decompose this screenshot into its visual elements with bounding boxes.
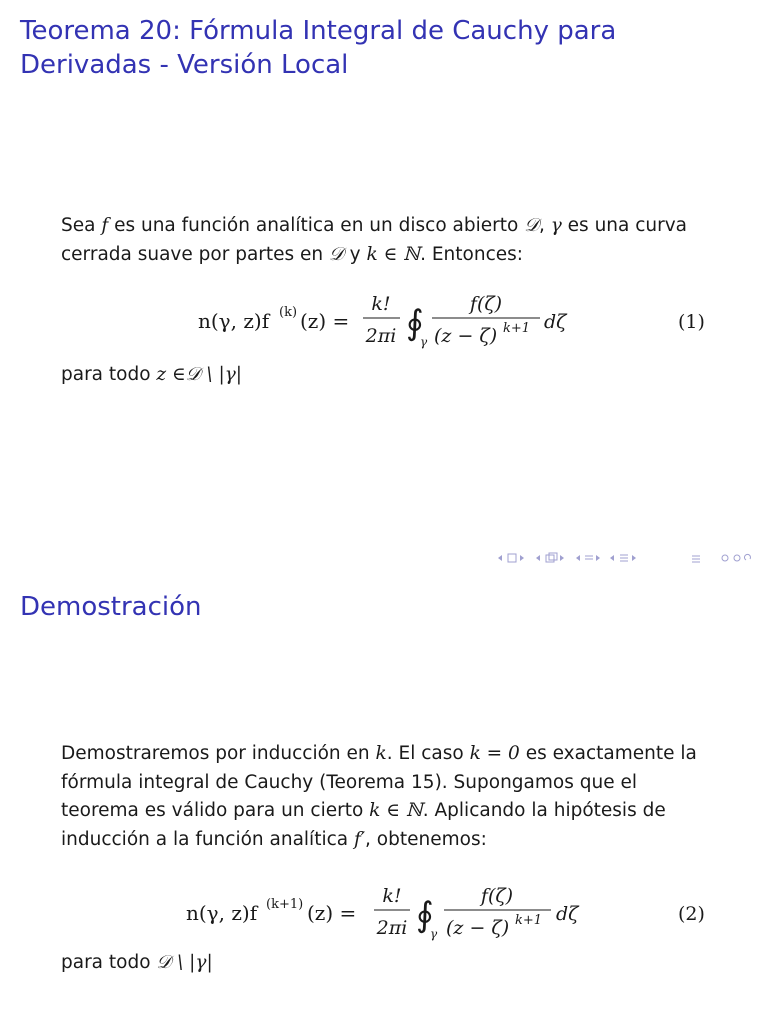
proof-paragraph: Demostraremos por inducción en k. El caso k = 0 es exactamente la fórmula integral de Cauchy (Teorema 15). Supongamos que el teorema es válido para un cierto k ∈ ℕ. Aplicando la hipótesis de inducción a la función analítica f′, obtenemos:	[61, 743, 697, 850]
integral-subscript: γ	[430, 927, 438, 941]
integrand-exponent: k+1	[515, 913, 543, 928]
equation-number: (1)	[678, 311, 705, 333]
eq-lhs-sup: (k+1)	[266, 897, 304, 912]
condition-text: para todo z ∈𝒟 \ |γ|	[61, 364, 243, 385]
frac-denominator: 2πi	[365, 325, 397, 347]
slide-title: Teorema 20: Fórmula Integral de Cauchy para Derivadas - Versión Local	[20, 16, 617, 80]
integrand-numerator: f(ζ)	[469, 293, 503, 315]
contour-integral-symbol: ∮	[416, 895, 434, 935]
equation-1	[0, 282, 768, 362]
contour-integral-symbol: ∮	[406, 303, 424, 343]
condition-text: para todo 𝒟 \ |γ|	[61, 952, 213, 973]
equation-number: (2)	[678, 903, 705, 925]
eq-lhs-sup: (k)	[279, 305, 298, 320]
differential: dζ	[556, 903, 579, 925]
eq-lhs-tail: (z) =	[300, 309, 350, 333]
slide-2	[0, 512, 768, 1024]
eq-lhs: n(γ, z)f	[186, 901, 258, 925]
integrand-exponent: k+1	[503, 321, 531, 336]
eq-lhs-tail: (z) =	[307, 901, 357, 925]
equation-2	[0, 874, 768, 954]
integral-subscript: γ	[420, 335, 428, 349]
integrand-denominator: (z − ζ)	[434, 325, 498, 347]
slide-title: Demostración	[20, 592, 202, 622]
frac-denominator: 2πi	[376, 917, 408, 939]
integrand-numerator: f(ζ)	[480, 885, 514, 907]
eq-lhs: n(γ, z)f	[198, 309, 270, 333]
frac-numerator: k!	[382, 885, 402, 907]
integrand-denominator: (z − ζ)	[446, 917, 510, 939]
theorem-statement: Sea f es una función analítica en un disco abierto 𝒟, γ es una curva cerrada suave por partes en 𝒟 y k ∈ ℕ. Entonces:	[61, 215, 688, 265]
frac-numerator: k!	[371, 293, 391, 315]
differential: dζ	[544, 311, 567, 333]
